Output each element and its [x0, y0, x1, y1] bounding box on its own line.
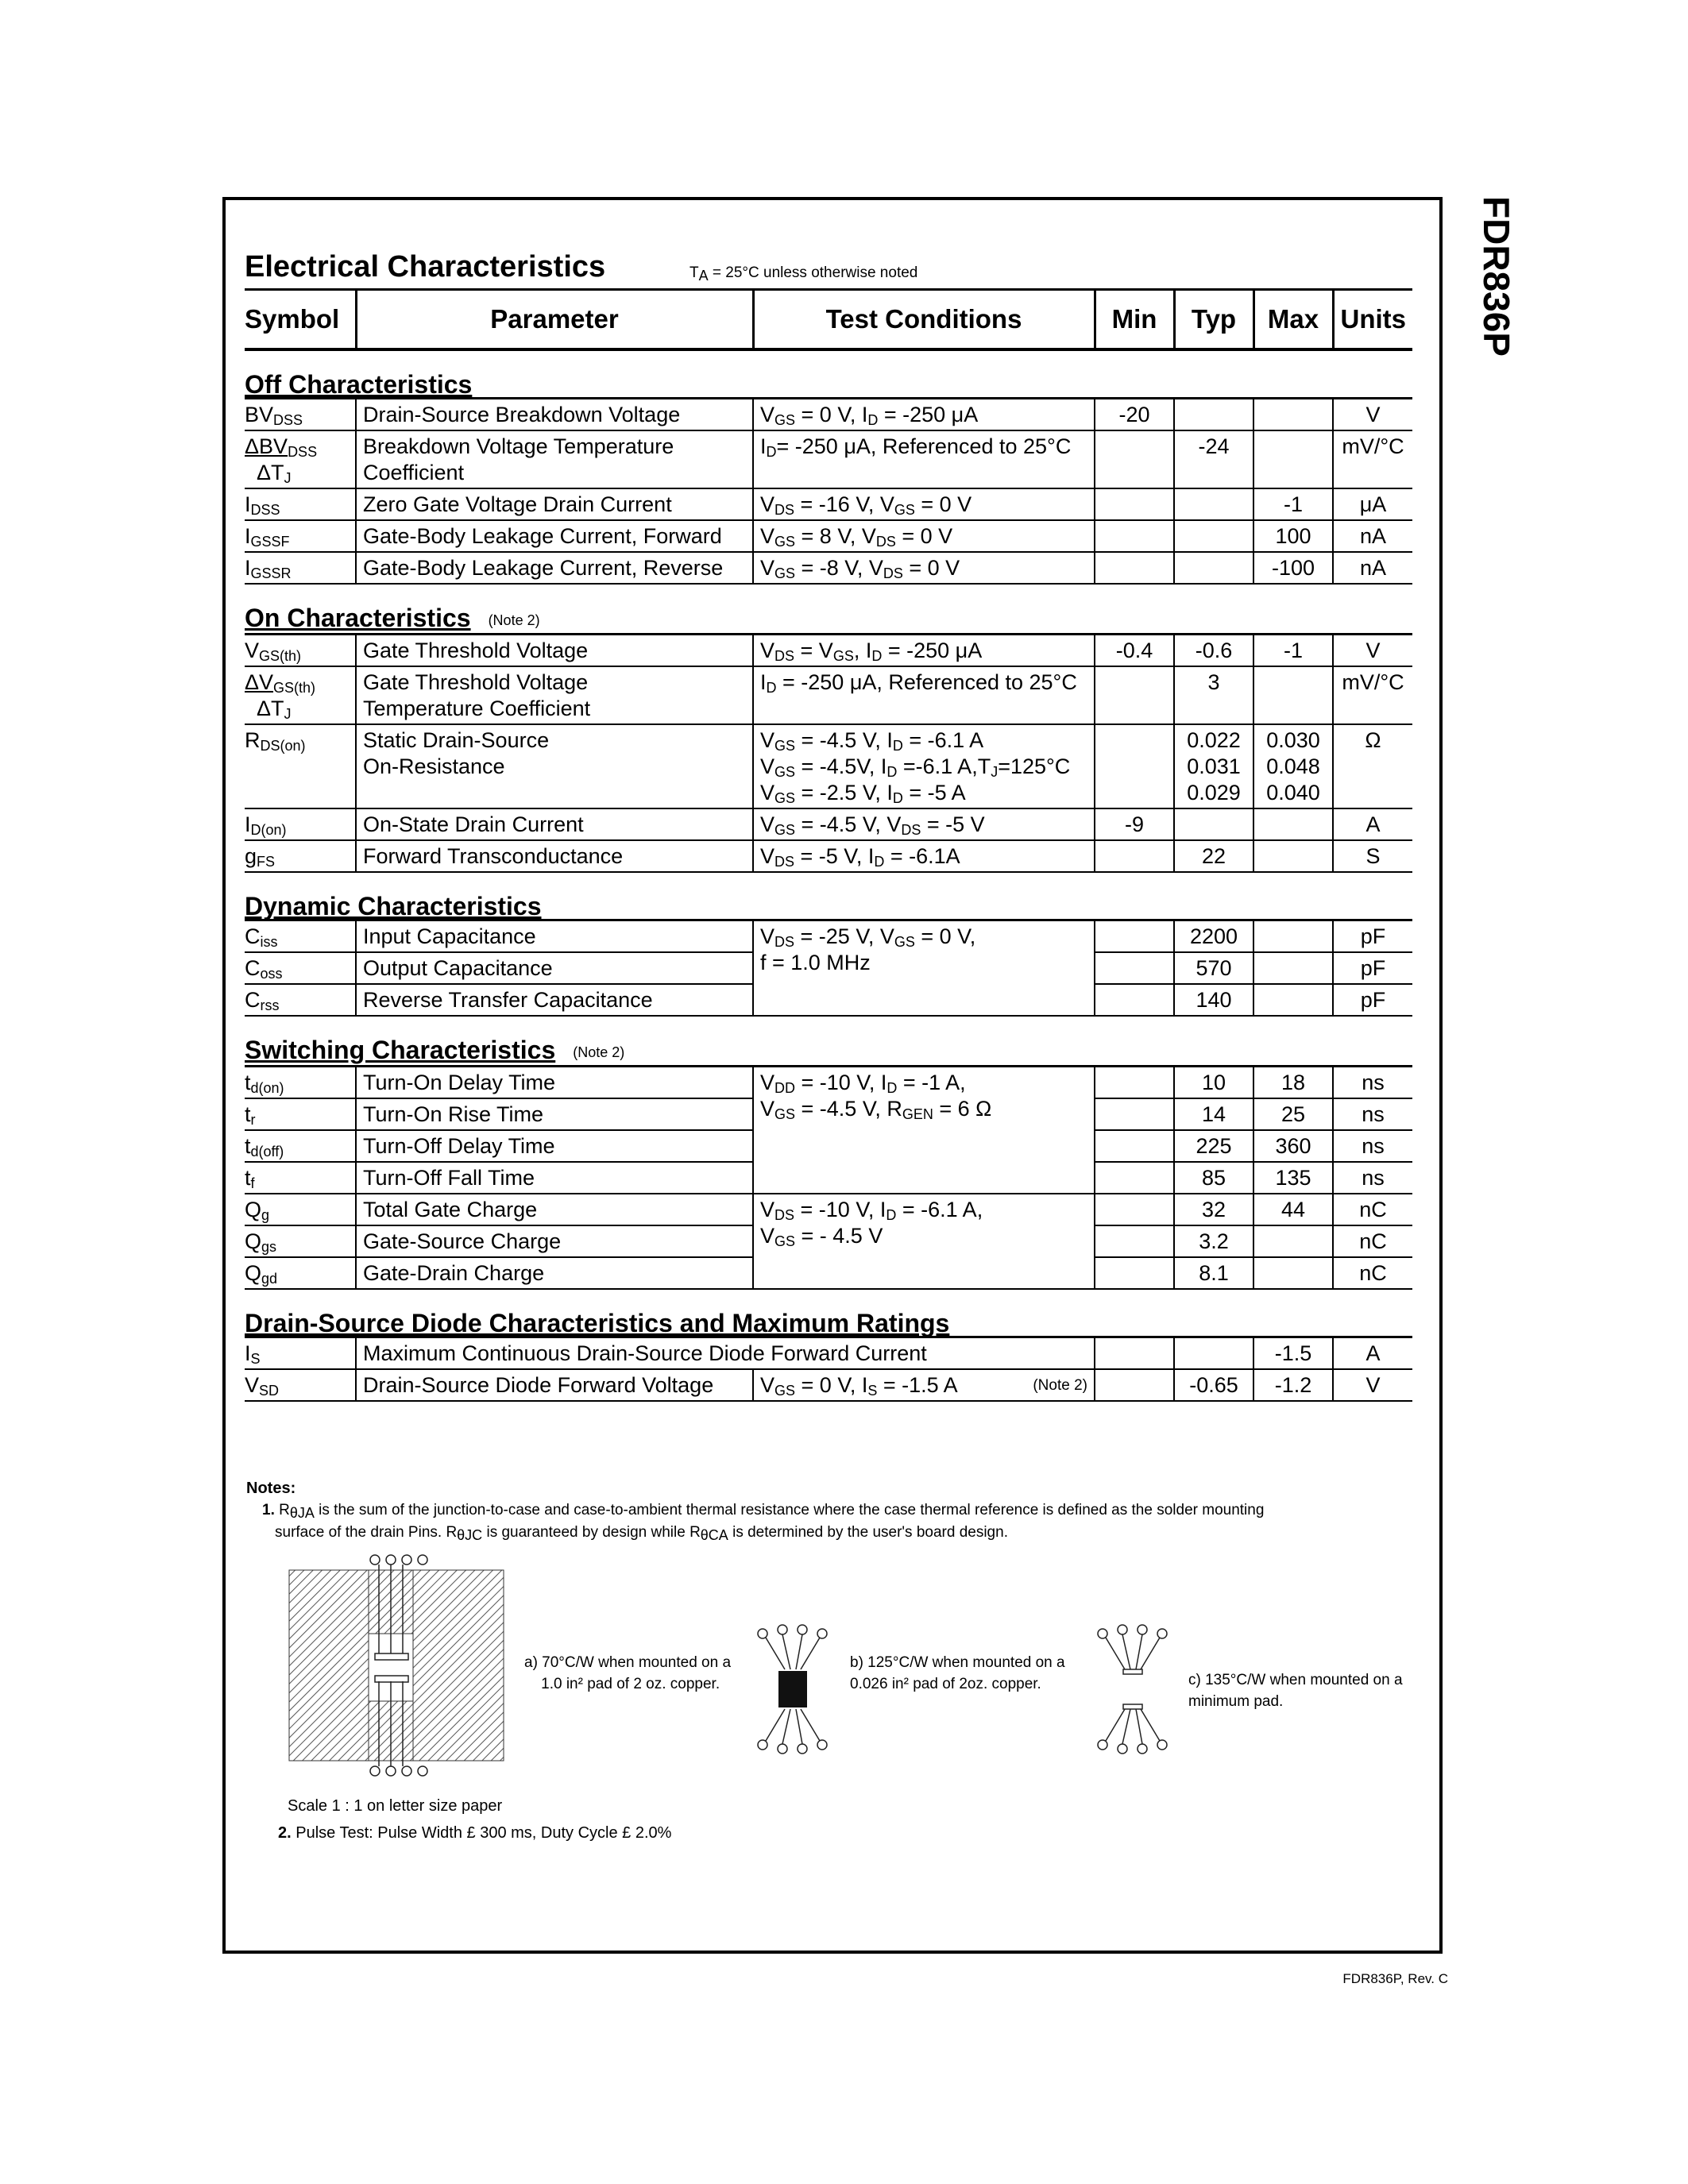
note-2: 2. Pulse Test: Pulse Width £ 300 ms, Duty Cycle £ 2.0%: [278, 1824, 672, 1842]
header-test-conditions: Test Conditions: [753, 291, 1095, 349]
table-row: $g_{FS}$ Forward Transconductance $V_{DS} = -5$ V, $I_D = -6.1A$ 22 S: [245, 840, 1412, 872]
table-row: $V_{SD}$ Drain-Source Diode Forward Voltage $V_{GS} = 0$ V, $I_S = -1.5$ A (Note 2) -0.65 -1.2 V: [245, 1369, 1412, 1401]
table-row: $V_{GS(th)}$ Gate Threshold Voltage $V_{DS} = V_{GS}$, $I_D = -250$ μA -0.4 -0.6 -1 V: [245, 635, 1412, 667]
pad-1in-figure: [288, 1550, 558, 1781]
scale-note: Scale 1 : 1 on letter size paper: [288, 1797, 503, 1815]
footer-revision: FDR836P, Rev. C: [1342, 1971, 1448, 1986]
table-header-row: [245, 291, 1412, 349]
section-on: On Characteristics (Note 2): [245, 584, 1412, 635]
header-max: Max: [1253, 291, 1333, 349]
table-row: $C_{iss}$ Input Capacitance $V_{DS} = -25$ V, $V_{GS} = 0$ V, f = 1.0 MHz 2200 pF: [245, 920, 1412, 953]
header-parameter: Parameter: [356, 291, 753, 349]
caption-c: c) 135°C/W when mounted on a minimum pad.: [1188, 1672, 1403, 1710]
pad-0026in-figure: [755, 1622, 842, 1757]
table-row: $t_r$ Turn-On Rise Time 14 25 ns: [245, 1098, 1412, 1130]
side-part-number: [1473, 196, 1520, 389]
table-row: $I_S$ Maximum Continuous Drain-Source Diode Forward Current -1.5 A: [245, 1337, 1412, 1370]
side-part-number-text: FDR836P: [1476, 196, 1517, 357]
table-row: $I_{GSSR}$ Gate-Body Leakage Current, Reverse $V_{GS} = -8$ V, $V_{DS} = 0$ V -100 nA: [245, 552, 1412, 584]
section-diode: Drain-Source Diode Characteristics and Maximum Ratings: [245, 1289, 1412, 1337]
notes-heading: Notes:: [246, 1480, 296, 1497]
header-symbol: Symbol: [245, 291, 356, 349]
mounting-figures: [246, 1550, 1438, 1788]
table-row: $C_{rss}$ Reverse Transfer Capacitance 140 pF: [245, 984, 1412, 1016]
table-row: $I_{GSSF}$ Gate-Body Leakage Current, Forward $V_{GS} = 8$ V, $V_{DS} = 0$ V 100 nA: [245, 520, 1412, 552]
title-note: $T_A = 25^\circ C$ unless otherwise noted: [689, 264, 918, 284]
heading-row: [245, 250, 1412, 291]
table-row: $BV_{DSS}$ Drain-Source Breakdown Voltage $V_{GS} = 0$ V, $I_D = -250$ μA -20 V: [245, 399, 1412, 431]
minimum-pad-figure: [1095, 1622, 1182, 1757]
table-row: $Q_{gs}$ Gate-Source Charge 3.2 nC: [245, 1225, 1412, 1257]
section-switching: Switching Characteristics (Note 2): [245, 1016, 1412, 1067]
header-units: Units: [1333, 291, 1412, 349]
table-row: $R_{DS(on)}$ Static Drain-Source On-Resistance $V_{GS} = -4.5$ V, $I_D = -6.1$ A $V_{GS} = -4.5V$, $I_D =-6.1$ $A,T_J=125^\circ C$ $V_{GS} = -2.5$ V, $I_D = -5$ A 0.022 0.031 0.029 0.030 0.048 0.040 Ω: [245, 724, 1412, 808]
table-row: $Q_g$ Total Gate Charge $V_{DS} = -10$ V, $I_D = -6.1$ A, $V_{GS}$ = - 4.5 V 32 44 nC: [245, 1194, 1412, 1225]
note-1: 1. $R_{\theta JA}$ is the sum of the junction-to-case and case-to-ambient thermal resistance where the case thermal reference is defined as the solder mounting: [262, 1502, 1265, 1521]
table-row: $I_{D(on)}$ On-State Drain Current $V_{GS} = -4.5$ V, $V_{DS} = -5$ V -9 A: [245, 808, 1412, 840]
header-typ: Typ: [1174, 291, 1253, 349]
section-off: Off Characteristics: [245, 349, 1412, 399]
table-row: $t_{d(on)}$ Turn-On Delay Time $V_{DD} = -10$ V, $I_D = -1$ A, $V_{GS} = -4.5$ V, $R_{GEN} = 6$ Ω 10 18 ns: [245, 1067, 1412, 1099]
caption-b: b) 125°C/W when mounted on a 0.026 in² pad of 2oz. copper.: [850, 1654, 1065, 1692]
note-1-cont: surface of the drain Pins. $R_{\theta JC}$ is guaranteed by design while $R_{\theta CA}$ is determined by the user's board design.: [275, 1524, 1008, 1543]
table-row: $\Delta BV_{DSS}$ $\Delta T_J$ Breakdown Voltage Temperature Coefficient $I_D= -250$ μA, Referenced to 25°C -24 mV/°C: [245, 430, 1412, 488]
header-min: Min: [1095, 291, 1174, 349]
caption-a: a) 70°C/W when mounted on a 1.0 in² pad of 2 oz. copper.: [524, 1654, 732, 1692]
table-row: $I_{DSS}$ Zero Gate Voltage Drain Current $V_{DS} = -16$ V, $V_{GS} = 0$ V -1 μA: [245, 488, 1412, 520]
characteristics-table: [245, 291, 1412, 1402]
table-row: $C_{oss}$ Output Capacitance 570 pF: [245, 952, 1412, 984]
section-dynamic: Dynamic Characteristics: [245, 872, 1412, 920]
table-row: $t_f$ Turn-Off Fall Time 85 135 ns: [245, 1162, 1412, 1194]
notes-section: [246, 1477, 1438, 1844]
table-row: $Q_{gd}$ Gate-Drain Charge 8.1 nC: [245, 1257, 1412, 1289]
table-row: $t_{d(off)}$ Turn-Off Delay Time 225 360 ns: [245, 1130, 1412, 1162]
page-title: Electrical Characteristics: [245, 250, 606, 284]
main-content: [245, 250, 1412, 1402]
table-row: $\Delta V_{GS(th)}$ $\Delta T_J$ Gate Threshold Voltage Temperature Coefficient $I_D = -250$ μA, Referenced to 25°C 3 mV/°C: [245, 666, 1412, 724]
